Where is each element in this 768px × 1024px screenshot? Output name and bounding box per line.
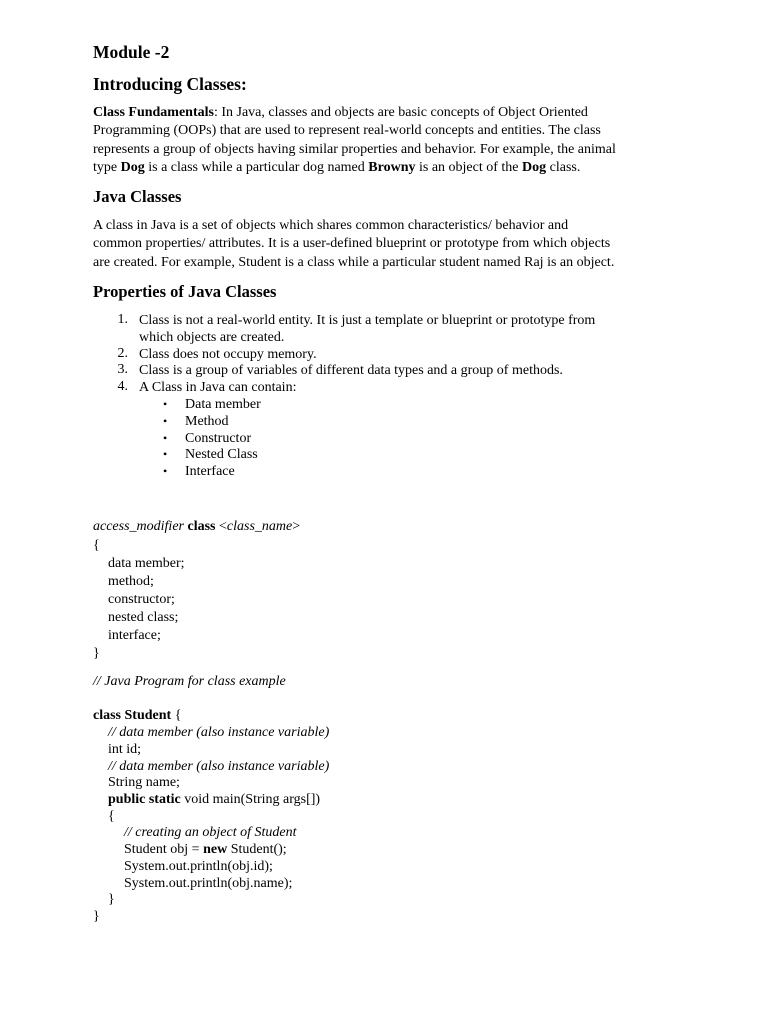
list-number: 1. (117, 312, 128, 327)
list-item-continuation: which objects are created. (139, 330, 285, 345)
syntax-member: nested class; (108, 610, 179, 625)
paragraph-line: Programming (OOPs) that are used to represent real-world concepts and entities. The class (93, 123, 601, 139)
code-line: String name; (108, 775, 180, 790)
list-number: 3. (117, 362, 128, 377)
syntax-close-brace: } (93, 646, 100, 661)
heading-java-classes: Java Classes (93, 187, 182, 206)
code-line: { (108, 809, 115, 824)
syntax-declaration: access_modifier class <class_name> (93, 519, 301, 534)
bullet-icon: • (163, 397, 168, 411)
main-method-signature: public static void main(String args[]) (108, 792, 321, 807)
class-declaration: class Student { (93, 708, 182, 723)
code-comment: // data member (also instance variable) (108, 759, 330, 774)
list-item: Class is not a real-world entity. It is just a template or blueprint or prototype from (139, 313, 596, 328)
code-line: } (93, 909, 100, 924)
code-line: Student obj = new Student(); (124, 842, 287, 857)
paragraph-line: Class Fundamentals: In Java, classes and objects are basic concepts of Object Oriented (93, 105, 588, 120)
paragraph-line: represents a group of objects having similar properties and behavior. For example, the animal (93, 141, 616, 157)
bullet-icon: • (163, 464, 168, 478)
paragraph-line: type Dog is a class while a particular dog named Browny is an object of the Dog class. (93, 159, 581, 175)
bullet-item: Method (185, 414, 229, 429)
syntax-member: constructor; (108, 592, 175, 607)
bullet-item: Nested Class (185, 447, 258, 462)
list-item: Class is a group of variables of different data types and a group of methods. (139, 363, 563, 378)
code-line: System.out.println(obj.name); (124, 876, 293, 891)
list-number: 4. (117, 379, 128, 394)
syntax-member: method; (108, 574, 154, 589)
code-comment: // data member (also instance variable) (108, 725, 330, 740)
bullet-item: Data member (185, 397, 261, 412)
bullet-icon: • (163, 414, 168, 428)
paragraph-line: are created. For example, Student is a class while a particular student named Raj is an object. (93, 254, 615, 270)
syntax-member: data member; (108, 556, 185, 571)
java-classes-paragraph (93, 217, 683, 272)
example-comment-title: // Java Program for class example (93, 674, 286, 689)
syntax-open-brace: { (93, 538, 100, 553)
heading-introducing-classes: Introducing Classes: (93, 74, 247, 94)
code-line: int id; (108, 742, 142, 757)
syntax-member: interface; (108, 628, 161, 643)
code-line: } (108, 892, 115, 907)
paragraph-line: A class in Java is a set of objects which shares common characteristics/ behavior and (93, 218, 569, 233)
bullet-icon: • (163, 431, 168, 445)
module-title: Module -2 (93, 42, 170, 62)
list-number: 2. (117, 346, 128, 361)
heading-properties-of-java-classes: Properties of Java Classes (93, 282, 277, 301)
code-comment: // creating an object of Student (124, 825, 297, 840)
list-item: Class does not occupy memory. (139, 347, 317, 362)
class-fundamentals-paragraph (93, 104, 683, 177)
term-class-fundamentals: Class Fundamentals (93, 105, 214, 120)
list-item: A Class in Java can contain: (139, 380, 297, 395)
bullet-item: Interface (185, 464, 235, 479)
paragraph-line: common properties/ attributes. It is a user-defined blueprint or prototype from which objects (93, 236, 611, 252)
bullet-item: Constructor (185, 431, 252, 446)
code-line: System.out.println(obj.id); (124, 859, 273, 874)
bullet-icon: • (163, 447, 168, 461)
